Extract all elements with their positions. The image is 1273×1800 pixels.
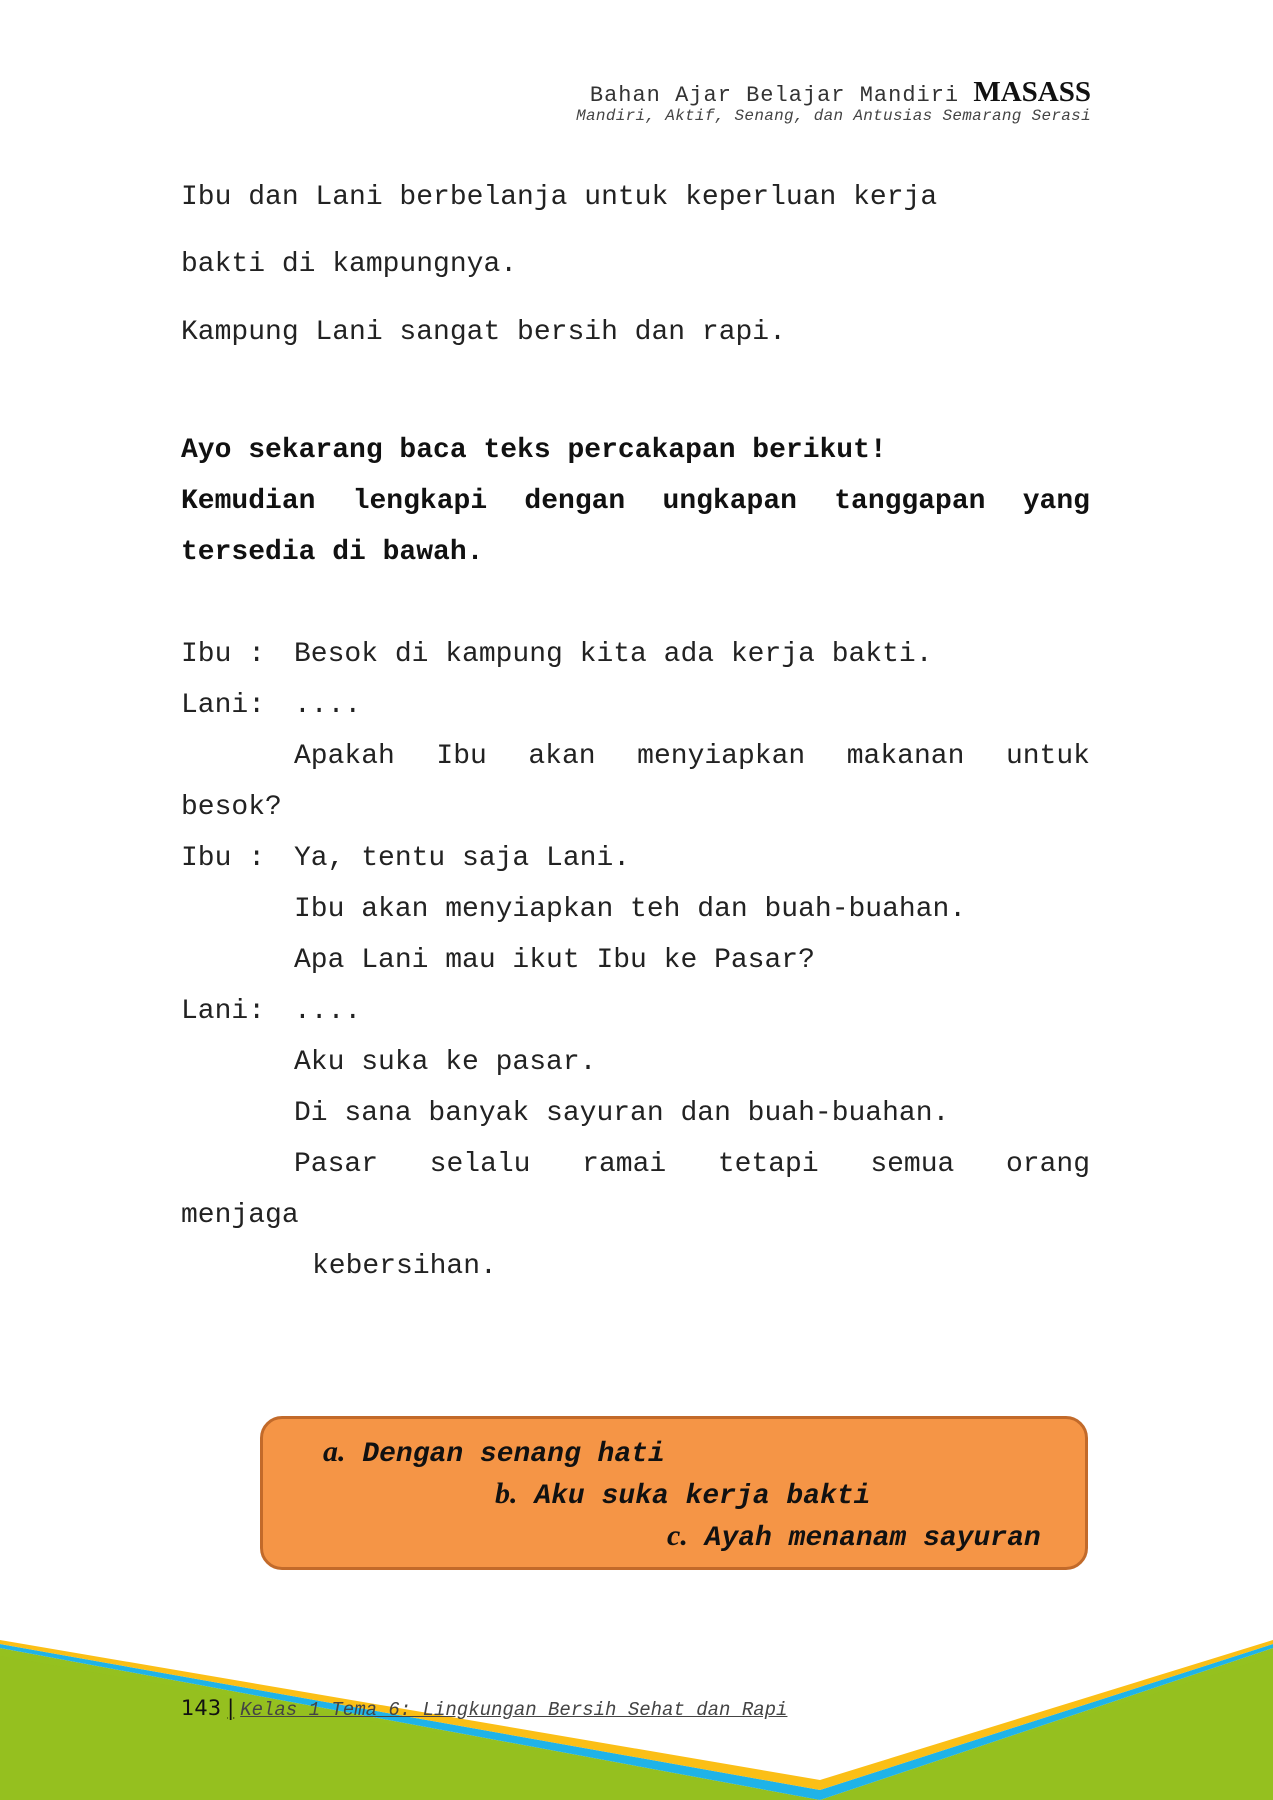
intro-line-2: bakti di kampungnya. bbox=[181, 249, 518, 280]
footer-separator: | bbox=[227, 1696, 235, 1720]
dialogue-lani-1c: besok? bbox=[181, 792, 282, 823]
word: makanan bbox=[846, 741, 965, 772]
answer-text: Aku suka kerja bakti bbox=[534, 1481, 871, 1512]
answer-letter: a. bbox=[323, 1435, 346, 1468]
answer-text: Ayah menanam sayuran bbox=[704, 1523, 1041, 1554]
answer-option-b bbox=[495, 1477, 870, 1512]
dialogue-ibu-2c: Apa Lani mau ikut Ibu ke Pasar? bbox=[294, 945, 815, 976]
page-header bbox=[576, 76, 1091, 125]
speaker-lani: Lani: bbox=[181, 996, 266, 1027]
word: tetapi bbox=[717, 1149, 819, 1180]
answer-option-a bbox=[323, 1435, 665, 1470]
word: Ibu bbox=[436, 741, 487, 772]
word: tanggapan bbox=[834, 486, 986, 517]
word: menyiapkan bbox=[637, 741, 806, 772]
word: orang bbox=[1005, 1149, 1090, 1180]
answer-letter: b. bbox=[495, 1477, 518, 1510]
dialogue-lani-2e: menjaga bbox=[181, 1200, 299, 1231]
page-number: 143 bbox=[181, 1696, 222, 1720]
dialogue-ibu-1: Besok di kampung kita ada kerja bakti. bbox=[294, 639, 933, 670]
speaker-lani: Lani: bbox=[181, 690, 266, 721]
dialogue-ibu-2b: Ibu akan menyiapkan teh dan buah-buahan. bbox=[294, 894, 967, 925]
intro-line-1: Ibu dan Lani berbelanja untuk keperluan kerja bbox=[181, 182, 938, 213]
word: Apakah bbox=[294, 741, 395, 772]
dialogue-lani-1b bbox=[294, 741, 1090, 772]
dialogue-ibu-2: Ya, tentu saja Lani. bbox=[294, 843, 631, 874]
word: selalu bbox=[429, 1149, 531, 1180]
word: ramai bbox=[582, 1149, 667, 1180]
header-title: Bahan Ajar Belajar Mandiri bbox=[589, 83, 960, 108]
word: Kemudian bbox=[181, 486, 316, 517]
word: lengkapi bbox=[352, 486, 488, 517]
footer-title: Kelas 1 Tema 6: Lingkungan Bersih Sehat dan Rapi bbox=[240, 1699, 788, 1721]
dialogue-lani-2f: kebersihan. bbox=[312, 1251, 497, 1282]
dialogue-lani-2c: Di sana banyak sayuran dan buah-buahan. bbox=[294, 1098, 950, 1129]
answer-option-c bbox=[667, 1519, 1041, 1554]
word: akan bbox=[528, 741, 596, 772]
speaker-ibu: Ibu : bbox=[181, 843, 266, 874]
word: semua bbox=[870, 1149, 955, 1180]
instruction-line-1: Ayo sekarang baca teks percakapan berikut! bbox=[181, 435, 887, 466]
header-brand: MASASS bbox=[973, 76, 1091, 108]
intro-line-3: Kampung Lani sangat bersih dan rapi. bbox=[181, 317, 786, 348]
word: ungkapan bbox=[662, 486, 797, 517]
dialogue-lani-2d bbox=[294, 1149, 1090, 1180]
dialogue-lani-2b: Aku suka ke pasar. bbox=[294, 1047, 597, 1078]
answer-letter: c. bbox=[667, 1519, 688, 1552]
header-subtitle: Mandiri, Aktif, Senang, dan Antusias Semarang Serasi bbox=[576, 107, 1091, 125]
word: yang bbox=[1022, 486, 1090, 517]
speaker-ibu: Ibu : bbox=[181, 639, 266, 670]
instruction-line-2 bbox=[181, 486, 1090, 517]
dialogue-lani-blank-2: .... bbox=[294, 996, 362, 1027]
word: untuk bbox=[1005, 741, 1090, 772]
dialogue-lani-blank-1: .... bbox=[294, 690, 362, 721]
word: Pasar bbox=[294, 1149, 379, 1180]
answer-text: Dengan senang hati bbox=[362, 1439, 665, 1470]
answer-options-box bbox=[260, 1416, 1088, 1570]
page-footer bbox=[181, 1696, 787, 1721]
instruction-line-3: tersedia di bawah. bbox=[181, 537, 484, 568]
word: dengan bbox=[524, 486, 626, 517]
